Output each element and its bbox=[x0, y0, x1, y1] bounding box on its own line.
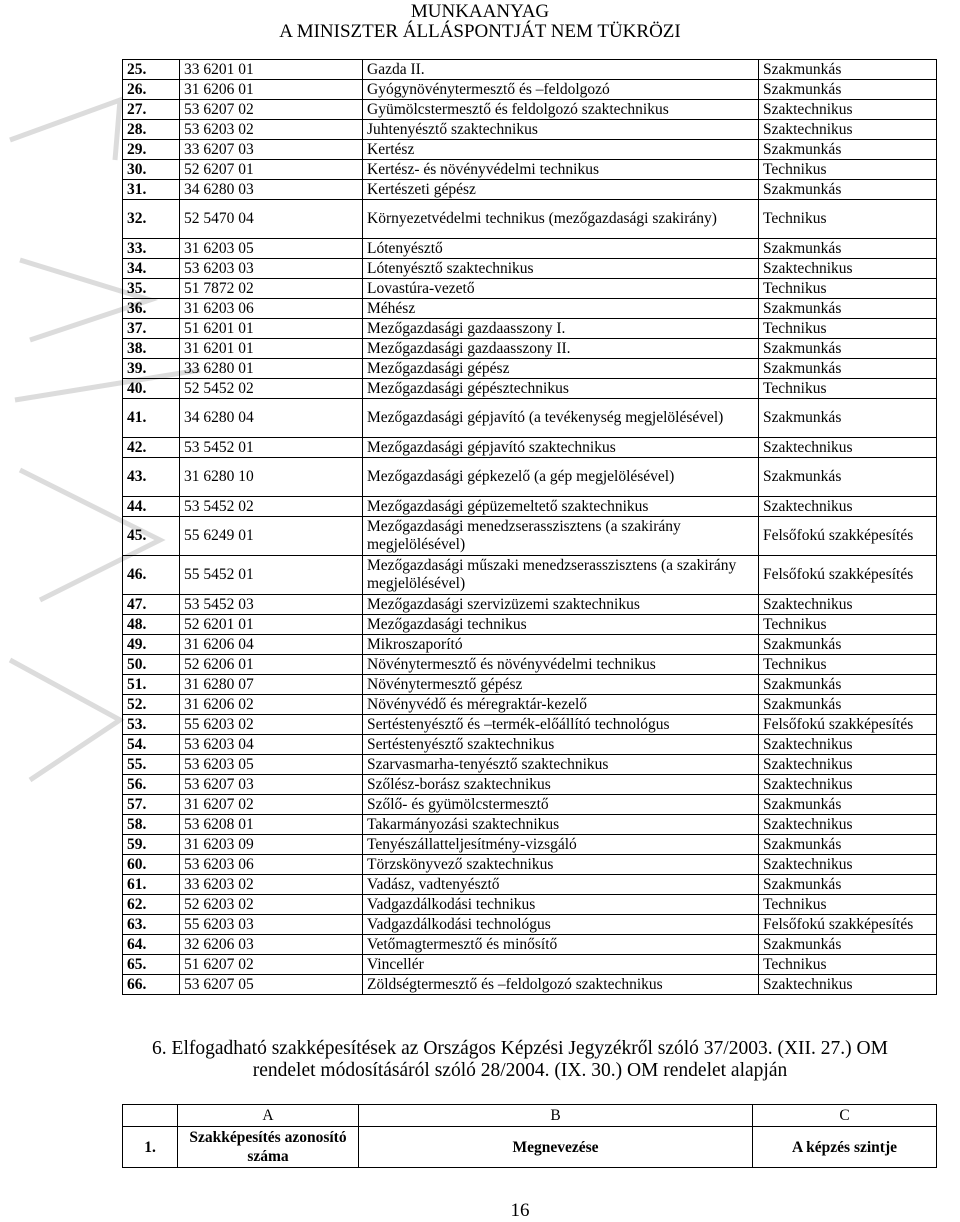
qualification-code: 53 6208 01 bbox=[180, 815, 363, 835]
qualification-name: Méhész bbox=[363, 299, 759, 319]
row-number: 56. bbox=[123, 775, 180, 795]
qualification-name: Zöldségtermesztő és –feldolgozó szaktechnikus bbox=[363, 975, 759, 995]
qualification-code: 52 6203 02 bbox=[180, 895, 363, 915]
qualification-name: Sertéstenyésztő és –termék-előállító technológus bbox=[363, 715, 759, 735]
qualification-name: Kertész bbox=[363, 140, 759, 160]
table-row bbox=[123, 895, 937, 915]
column-letter-a: A bbox=[178, 1105, 359, 1127]
qualification-name: Mezőgazdasági gépkezelő (a gép megjelölésével) bbox=[363, 458, 759, 497]
qualification-level: Szakmunkás bbox=[759, 339, 937, 359]
qualification-level: Technikus bbox=[759, 379, 937, 399]
row-number: 50. bbox=[123, 655, 180, 675]
qualification-code: 53 6203 05 bbox=[180, 755, 363, 775]
qualification-name: Mezőgazdasági gépész bbox=[363, 359, 759, 379]
qualification-level: Szakmunkás bbox=[759, 795, 937, 815]
qualification-name: Mezőgazdasági gazdaasszony I. bbox=[363, 319, 759, 339]
qualification-name: Vadgazdálkodási technológus bbox=[363, 915, 759, 935]
qualification-code: 31 6206 04 bbox=[180, 635, 363, 655]
qualification-level: Szakmunkás bbox=[759, 635, 937, 655]
table-row bbox=[123, 975, 937, 995]
qualification-name: Mezőgazdasági gépüzemeltető szaktechnikus bbox=[363, 497, 759, 517]
qualification-name: Mezőgazdasági gazdaasszony II. bbox=[363, 339, 759, 359]
qualification-level: Szakmunkás bbox=[759, 180, 937, 200]
qualification-code: 31 6203 09 bbox=[180, 835, 363, 855]
qualification-level: Technikus bbox=[759, 655, 937, 675]
row-number: 25. bbox=[123, 60, 180, 80]
row-number: 63. bbox=[123, 915, 180, 935]
table-row bbox=[123, 955, 937, 975]
row-number: 30. bbox=[123, 160, 180, 180]
qualification-name: Lovastúra-vezető bbox=[363, 279, 759, 299]
qualification-level: Felsőfokú szakképesítés bbox=[759, 715, 937, 735]
qualification-code: 52 6207 01 bbox=[180, 160, 363, 180]
qualification-name: Vincellér bbox=[363, 955, 759, 975]
qualification-level: Szakmunkás bbox=[759, 675, 937, 695]
qualification-name: Mezőgazdasági technikus bbox=[363, 615, 759, 635]
row-number: 59. bbox=[123, 835, 180, 855]
row-number: 64. bbox=[123, 935, 180, 955]
qualification-level: Szakmunkás bbox=[759, 359, 937, 379]
qualification-code: 33 6203 02 bbox=[180, 875, 363, 895]
qualification-code: 53 6207 05 bbox=[180, 975, 363, 995]
table-row bbox=[123, 458, 937, 497]
qualification-name: Takarmányozási szaktechnikus bbox=[363, 815, 759, 835]
qualification-level: Szakmunkás bbox=[759, 299, 937, 319]
page-header bbox=[0, 0, 960, 42]
row-number: 61. bbox=[123, 875, 180, 895]
table-row bbox=[123, 160, 937, 180]
table-row bbox=[123, 279, 937, 299]
qualification-level: Felsőfokú szakképesítés bbox=[759, 517, 937, 556]
qualification-level: Szaktechnikus bbox=[759, 755, 937, 775]
row-number: 46. bbox=[123, 556, 180, 595]
qualification-level: Technikus bbox=[759, 279, 937, 299]
table-row bbox=[123, 695, 937, 715]
column-heading-name: Megnevezése bbox=[359, 1127, 753, 1168]
qualification-level: Szakmunkás bbox=[759, 935, 937, 955]
qualification-name: Vadgazdálkodási technikus bbox=[363, 895, 759, 915]
table-row bbox=[123, 339, 937, 359]
row-number: 65. bbox=[123, 955, 180, 975]
qualification-name: Gyógynövénytermesztő és –feldolgozó bbox=[363, 80, 759, 100]
qualification-code: 52 5452 02 bbox=[180, 379, 363, 399]
qualification-name: Növényvédő és méregraktár-kezelő bbox=[363, 695, 759, 715]
qualification-name: Szőlész-borász szaktechnikus bbox=[363, 775, 759, 795]
qualification-code: 52 5470 04 bbox=[180, 200, 363, 239]
row-number: 42. bbox=[123, 438, 180, 458]
row-number: 26. bbox=[123, 80, 180, 100]
table-row bbox=[123, 80, 937, 100]
table-row bbox=[123, 875, 937, 895]
row-number: 33. bbox=[123, 239, 180, 259]
row-number: 27. bbox=[123, 100, 180, 120]
qualification-name: Kertészeti gépész bbox=[363, 180, 759, 200]
table-row bbox=[123, 595, 937, 615]
qualification-name: Gyümölcstermesztő és feldolgozó szaktechnikus bbox=[363, 100, 759, 120]
row-number: 41. bbox=[123, 399, 180, 438]
qualification-name: Mezőgazdasági gépjavító szaktechnikus bbox=[363, 438, 759, 458]
row-number: 34. bbox=[123, 259, 180, 279]
qualification-name: Kertész- és növényvédelmi technikus bbox=[363, 160, 759, 180]
row-number: 40. bbox=[123, 379, 180, 399]
qualification-code: 53 6203 02 bbox=[180, 120, 363, 140]
qualification-code: 52 6206 01 bbox=[180, 655, 363, 675]
qualification-code: 32 6206 03 bbox=[180, 935, 363, 955]
table-row bbox=[123, 556, 937, 595]
qualification-code: 33 6207 03 bbox=[180, 140, 363, 160]
qualification-code: 34 6280 03 bbox=[180, 180, 363, 200]
column-headings-row bbox=[123, 1127, 937, 1168]
qualification-name: Mezőgazdasági gépésztechnikus bbox=[363, 379, 759, 399]
qualification-level: Technikus bbox=[759, 615, 937, 635]
table-row bbox=[123, 915, 937, 935]
qualification-level: Szaktechnikus bbox=[759, 259, 937, 279]
row-number: 29. bbox=[123, 140, 180, 160]
section-heading-line-2: rendelet módosításáról szóló 28/2004. (IX. 30.) OM rendelet alapján bbox=[252, 1060, 788, 1081]
row-number: 60. bbox=[123, 855, 180, 875]
qualification-level: Felsőfokú szakképesítés bbox=[759, 556, 937, 595]
qualification-code: 55 6249 01 bbox=[180, 517, 363, 556]
qualification-code: 53 6207 03 bbox=[180, 775, 363, 795]
empty-cell bbox=[123, 1105, 178, 1127]
qualification-name: Lótenyésztő bbox=[363, 239, 759, 259]
row-number: 54. bbox=[123, 735, 180, 755]
qualification-name: Vadász, vadtenyésztő bbox=[363, 875, 759, 895]
qualification-code: 31 6206 01 bbox=[180, 80, 363, 100]
table-row bbox=[123, 259, 937, 279]
table-row bbox=[123, 319, 937, 339]
qualification-level: Szakmunkás bbox=[759, 60, 937, 80]
qualification-name: Juhtenyésztő szaktechnikus bbox=[363, 120, 759, 140]
qualification-name: Mezőgazdasági szervizüzemi szaktechnikus bbox=[363, 595, 759, 615]
qualification-level: Szakmunkás bbox=[759, 695, 937, 715]
row-number: 1. bbox=[123, 1127, 178, 1168]
section-heading-line-1: 6. Elfogadható szakképesítések az Országos Képzési Jegyzékről szóló 37/2003. (XII. 27.) OM bbox=[152, 1038, 888, 1059]
qualification-name: Törzskönyvező szaktechnikus bbox=[363, 855, 759, 875]
qualification-level: Szakmunkás bbox=[759, 239, 937, 259]
row-number: 31. bbox=[123, 180, 180, 200]
qualification-code: 31 6201 01 bbox=[180, 339, 363, 359]
column-letter-c: C bbox=[753, 1105, 937, 1127]
qualification-level: Szakmunkás bbox=[759, 399, 937, 438]
qualification-level: Szaktechnikus bbox=[759, 595, 937, 615]
header-line-1: MUNKAANYAG bbox=[410, 1, 550, 22]
row-number: 47. bbox=[123, 595, 180, 615]
column-heading-level: A képzés szintje bbox=[753, 1127, 937, 1168]
qualification-name: Mikroszaporító bbox=[363, 635, 759, 655]
qualification-code: 51 7872 02 bbox=[180, 279, 363, 299]
qualification-code: 55 6203 02 bbox=[180, 715, 363, 735]
table-row bbox=[123, 299, 937, 319]
table-row bbox=[123, 100, 937, 120]
row-number: 35. bbox=[123, 279, 180, 299]
qualification-code: 31 6206 02 bbox=[180, 695, 363, 715]
qualification-level: Szaktechnikus bbox=[759, 120, 937, 140]
table-row bbox=[123, 775, 937, 795]
row-number: 58. bbox=[123, 815, 180, 835]
table-row bbox=[123, 735, 937, 755]
qualification-level: Szaktechnikus bbox=[759, 735, 937, 755]
qualification-code: 51 6207 02 bbox=[180, 955, 363, 975]
table-row bbox=[123, 855, 937, 875]
row-number: 38. bbox=[123, 339, 180, 359]
row-number: 43. bbox=[123, 458, 180, 497]
qualification-name: Lótenyésztő szaktechnikus bbox=[363, 259, 759, 279]
row-number: 53. bbox=[123, 715, 180, 735]
qualification-code: 33 6201 01 bbox=[180, 60, 363, 80]
qualification-level: Szaktechnikus bbox=[759, 855, 937, 875]
qualification-level: Szaktechnikus bbox=[759, 497, 937, 517]
qualification-code: 53 6203 03 bbox=[180, 259, 363, 279]
qualification-code: 53 5452 01 bbox=[180, 438, 363, 458]
table-row bbox=[123, 180, 937, 200]
table-row bbox=[123, 517, 937, 556]
table-row bbox=[123, 755, 937, 775]
qualification-name: Növénytermesztő és növényvédelmi technikus bbox=[363, 655, 759, 675]
qualification-level: Szaktechnikus bbox=[759, 775, 937, 795]
table-row bbox=[123, 675, 937, 695]
qualification-code: 31 6280 10 bbox=[180, 458, 363, 497]
qualification-code: 31 6280 07 bbox=[180, 675, 363, 695]
row-number: 36. bbox=[123, 299, 180, 319]
qualification-code: 31 6203 06 bbox=[180, 299, 363, 319]
row-number: 62. bbox=[123, 895, 180, 915]
qualification-code: 53 5452 02 bbox=[180, 497, 363, 517]
table-row bbox=[123, 60, 937, 80]
qualification-name: Sertéstenyésztő szaktechnikus bbox=[363, 735, 759, 755]
qualification-level: Szakmunkás bbox=[759, 458, 937, 497]
table-row bbox=[123, 935, 937, 955]
qualification-name: Szőlő- és gyümölcstermesztő bbox=[363, 795, 759, 815]
table-row bbox=[123, 715, 937, 735]
table-row bbox=[123, 795, 937, 815]
qualification-level: Szaktechnikus bbox=[759, 815, 937, 835]
row-number: 55. bbox=[123, 755, 180, 775]
qualification-name: Környezetvédelmi technikus (mezőgazdasági szakirány) bbox=[363, 200, 759, 239]
qualification-level: Technikus bbox=[759, 319, 937, 339]
qualification-level: Szakmunkás bbox=[759, 140, 937, 160]
row-number: 49. bbox=[123, 635, 180, 655]
table-row bbox=[123, 815, 937, 835]
qualification-level: Technikus bbox=[759, 160, 937, 180]
table-row bbox=[123, 635, 937, 655]
table-row bbox=[123, 438, 937, 458]
qualification-level: Technikus bbox=[759, 895, 937, 915]
row-number: 51. bbox=[123, 675, 180, 695]
row-number: 37. bbox=[123, 319, 180, 339]
qualification-code: 53 6207 02 bbox=[180, 100, 363, 120]
qualification-code: 55 6203 03 bbox=[180, 915, 363, 935]
row-number: 66. bbox=[123, 975, 180, 995]
table-row bbox=[123, 655, 937, 675]
qualifications-table bbox=[122, 59, 937, 995]
row-number: 39. bbox=[123, 359, 180, 379]
qualification-level: Szakmunkás bbox=[759, 80, 937, 100]
table-row bbox=[123, 615, 937, 635]
table-row bbox=[123, 399, 937, 438]
qualification-level: Szakmunkás bbox=[759, 835, 937, 855]
column-letters-row bbox=[123, 1105, 937, 1127]
qualification-level: Felsőfokú szakképesítés bbox=[759, 915, 937, 935]
qualification-name: Növénytermesztő gépész bbox=[363, 675, 759, 695]
qualification-name: Szarvasmarha-tenyésztő szaktechnikus bbox=[363, 755, 759, 775]
row-number: 52. bbox=[123, 695, 180, 715]
qualification-code: 31 6207 02 bbox=[180, 795, 363, 815]
row-number: 32. bbox=[123, 200, 180, 239]
section-heading bbox=[0, 1038, 960, 1082]
qualification-code: 31 6203 05 bbox=[180, 239, 363, 259]
qualification-level: Szakmunkás bbox=[759, 875, 937, 895]
qualification-name: Tenyészállatteljesítmény-vizsgáló bbox=[363, 835, 759, 855]
row-number: 44. bbox=[123, 497, 180, 517]
qualification-code: 53 6203 04 bbox=[180, 735, 363, 755]
qualification-level: Szaktechnikus bbox=[759, 975, 937, 995]
row-number: 28. bbox=[123, 120, 180, 140]
row-number: 48. bbox=[123, 615, 180, 635]
table-row bbox=[123, 120, 937, 140]
qualification-name: Vetőmagtermesztő és minősítő bbox=[363, 935, 759, 955]
header-line-2: A MINISZTER ÁLLÁSPONTJÁT NEM TÜKRÖZI bbox=[279, 21, 681, 42]
table-row bbox=[123, 140, 937, 160]
qualification-code: 53 6203 06 bbox=[180, 855, 363, 875]
qualification-level: Szaktechnikus bbox=[759, 100, 937, 120]
qualification-name: Mezőgazdasági menedzserasszisztens (a szakirány megjelölésével) bbox=[363, 517, 759, 556]
qualification-name: Gazda II. bbox=[363, 60, 759, 80]
table-row bbox=[123, 379, 937, 399]
qualification-name: Mezőgazdasági műszaki menedzserasszisztens (a szakirány megjelölésével) bbox=[363, 556, 759, 595]
qualification-name: Mezőgazdasági gépjavító (a tevékenység megjelölésével) bbox=[363, 399, 759, 438]
accepted-qualifications-table bbox=[122, 1104, 937, 1168]
qualification-code: 33 6280 01 bbox=[180, 359, 363, 379]
column-letter-b: B bbox=[359, 1105, 753, 1127]
table-row bbox=[123, 359, 937, 379]
row-number: 45. bbox=[123, 517, 180, 556]
table-row bbox=[123, 200, 937, 239]
qualification-code: 51 6201 01 bbox=[180, 319, 363, 339]
column-heading-id: Szakképesítés azonosító száma bbox=[178, 1127, 359, 1168]
row-number: 57. bbox=[123, 795, 180, 815]
qualification-code: 34 6280 04 bbox=[180, 399, 363, 438]
page-number: 16 bbox=[510, 1200, 530, 1221]
qualification-level: Technikus bbox=[759, 955, 937, 975]
table-row bbox=[123, 497, 937, 517]
qualification-code: 52 6201 01 bbox=[180, 615, 363, 635]
qualification-code: 53 5452 03 bbox=[180, 595, 363, 615]
qualification-level: Technikus bbox=[759, 200, 937, 239]
qualification-level: Szaktechnikus bbox=[759, 438, 937, 458]
table-row bbox=[123, 239, 937, 259]
table-row bbox=[123, 835, 937, 855]
qualification-code: 55 5452 01 bbox=[180, 556, 363, 595]
